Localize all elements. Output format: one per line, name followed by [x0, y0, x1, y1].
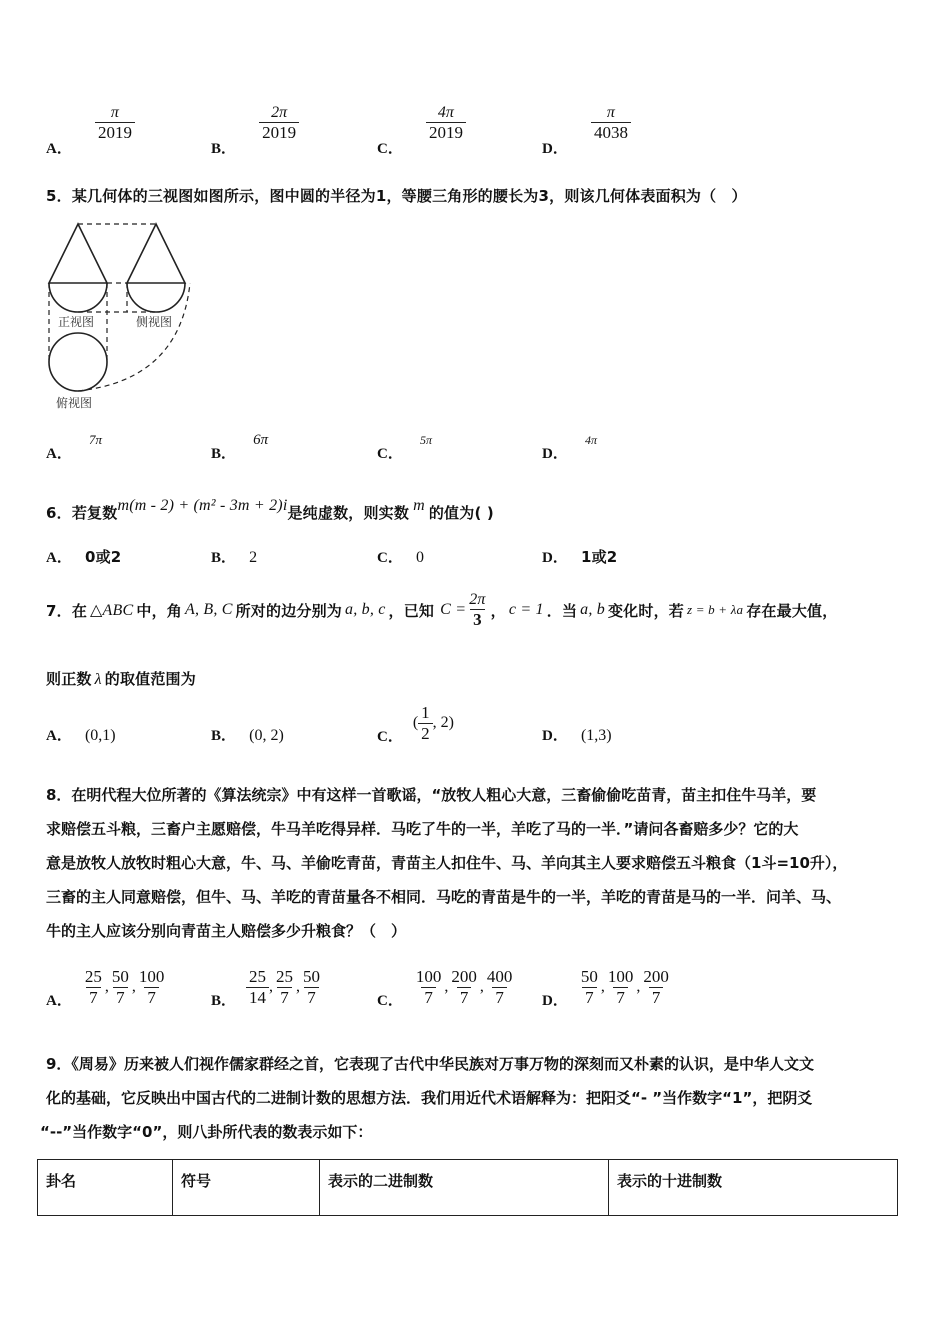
q8-option-c: C． $\frac{100}{7}$ , $\frac{200}{7}$ , $\frac{400}{7}$ [377, 967, 515, 1007]
q7-stem-line1 [46, 580, 837, 640]
q6-mid: 是纯虚数，则实数 [287, 504, 410, 522]
top-view-label: 俯视图 [56, 396, 93, 410]
q7-text: 存在最大值， [746, 601, 838, 620]
option-label: C． [377, 728, 403, 745]
q9-line: “--”当作数字“0”，则八卦所代表的数表示如下： [40, 1123, 373, 1141]
option-value-post: , 2) [432, 714, 454, 732]
q4-option-d [542, 104, 631, 157]
option-fraction: $\frac{25}{14}$ [246, 967, 269, 1007]
front-view-label: 正视图 [58, 315, 95, 329]
three-view-figure [40, 215, 200, 415]
option-label: D． [542, 550, 568, 566]
q8-line: 意是放牧人放牧时粗心大意，牛、马、羊偷吃青苗，青苗主人扣住牛、马、羊向其主人要求赔偿五斗粮食（1斗=10升）， [46, 854, 848, 872]
header-decimal: 表示的十进制数 [609, 1160, 898, 1216]
option-fraction: $\frac{100}{7}$ [415, 967, 442, 1007]
q7-option-a [46, 724, 116, 745]
q7-text: ， [490, 601, 506, 620]
q7-text: 的取值范围为 [104, 670, 196, 688]
q6-expression: m(m - 2) + (m² - 3m + 2)i [117, 497, 288, 514]
q7-text: ，已知 [388, 601, 435, 620]
q7-text: 变化时，若 [607, 601, 684, 620]
q7-ab: a, b [580, 601, 605, 618]
option-fraction: $\frac{\pi}{4038}$ [591, 104, 631, 143]
option-value: 5π [419, 433, 432, 447]
q6-option-a [46, 546, 121, 567]
q7-option-b [211, 724, 284, 745]
q6-suffix: 的值为( ) [428, 504, 494, 522]
option-fraction: $\frac{100}{7}$ [607, 967, 634, 1007]
option-fraction: $\frac{50}{7}$ [580, 967, 598, 1007]
option-label: D． [542, 446, 568, 462]
q7-lambda: λ [94, 671, 102, 688]
q7-cond-lhs: C = [440, 601, 467, 618]
q8-option-d: D． $\frac{50}{7}$ , $\frac{100}{7}$ , $\frac{200}{7}$ [542, 967, 672, 1007]
q7-cond2: c = 1 [508, 601, 544, 618]
q5-option-a [46, 428, 102, 462]
q7-text: 中，角 [136, 601, 182, 620]
option-fraction: $\frac{50}{7}$ [111, 967, 129, 1007]
q8-line: 牛的主人应该分别向青苗主人赔偿多少升粮食？（ ） [46, 922, 407, 940]
option-value-pre: ( [412, 714, 419, 732]
option-value: 4π [584, 433, 597, 447]
option-value: (0,1) [84, 727, 116, 744]
q7-cond-fraction: $\frac{2\pi}{3}$ [469, 590, 486, 629]
option-label: C． [377, 140, 403, 157]
option-fraction: $\frac{25}{7}$ [84, 967, 102, 1007]
q7-angles: A, B, C [184, 601, 233, 618]
q7-text: 则正数 [46, 670, 92, 688]
q7-sides: a, b, c [345, 601, 386, 618]
front-semicircle [49, 283, 107, 312]
side-semicircle [127, 283, 185, 312]
q6-option-b [211, 546, 257, 567]
option-label: B． [211, 140, 237, 157]
option-fraction: $\frac{50}{7}$ [303, 967, 321, 1007]
q7-z-expression: z = b + λa [686, 602, 744, 617]
option-label: C． [377, 992, 403, 1009]
q5-stem: 5．某几何体的三视图如图所示，图中圆的半径为1，等腰三角形的腰长为3，则该几何体表面积为（ ） [46, 187, 747, 205]
option-fraction: $\frac{25}{7}$ [276, 967, 294, 1007]
header-symbol: 符号 [173, 1160, 320, 1216]
q8-line: 求赔偿五斗粮，三畜户主愿赔偿，牛马羊吃得异样．马吃了牛的一半，羊吃了马的一半．”请问各畜赔多少？它的大 [46, 820, 799, 838]
option-label: A． [46, 992, 72, 1009]
q7-option-c [377, 703, 454, 743]
option-label: A． [46, 446, 72, 462]
q9-line: 9．《周易》历来被人们视作儒家群经之首，它表现了古代中华民族对万事万物的深刻而又朴素的认识，是中华人文文 [46, 1055, 814, 1073]
q8-stem [46, 778, 916, 948]
header-binary: 表示的二进制数 [320, 1160, 609, 1216]
option-label: B． [211, 992, 237, 1009]
option-value: 7π [88, 432, 102, 447]
option-label: A． [46, 550, 72, 566]
side-triangle [127, 224, 185, 283]
option-fraction: $\frac{200}{7}$ [643, 967, 669, 1007]
option-fraction: $\frac{200}{7}$ [451, 967, 477, 1007]
option-label: C． [377, 550, 403, 566]
q7-text: ．当 [546, 601, 578, 620]
q7-option-d [542, 724, 612, 745]
q8-option-b: B． $\frac{25}{14}$ , $\frac{25}{7}$ , $\frac{50}{7}$ [211, 967, 323, 1007]
q9-line: 化的基础，它反映出中国古代的二进制计数的思想方法．我们用近代术语解释为：把阳爻“- ”当作数字“1”，把阴爻 [46, 1089, 813, 1107]
option-fraction: $\frac{100}{7}$ [138, 967, 165, 1007]
option-label: C． [377, 446, 403, 462]
option-fraction: $\frac{4\pi}{2019}$ [426, 104, 466, 143]
q8-line: 8．在明代程大位所著的《算法统宗》中有这样一首歌谣，“放牧人粗心大意，三畜偷偷吃苗青，苗主扣住牛马羊，要 [46, 786, 817, 804]
q7-stem-line2 [46, 668, 196, 689]
option-value: (1,3) [580, 727, 612, 744]
option-label: A． [46, 728, 72, 744]
q7-text: 所对的边分别为 [235, 601, 343, 620]
q5-option-c [377, 428, 432, 462]
q6-option-c [377, 546, 424, 567]
q5-option-b [211, 428, 269, 462]
option-fraction: $\frac{400}{7}$ [486, 967, 513, 1007]
option-label: B． [211, 550, 237, 566]
q7-triangle: △ABC [90, 602, 134, 619]
header-name: 卦名 [38, 1160, 173, 1216]
q8-option-a: A． $\frac{25}{7}$ , $\frac{50}{7}$ , $\frac{100}{7}$ [46, 967, 167, 1007]
option-label: B． [211, 446, 237, 462]
option-value: 1或2 [580, 548, 618, 566]
option-label: A． [46, 140, 72, 157]
front-triangle [49, 224, 107, 283]
option-value: 0或2 [84, 548, 122, 566]
q6-option-d [542, 546, 617, 567]
q4-option-a [46, 104, 135, 157]
option-value: 0 [415, 549, 424, 566]
option-label: D． [542, 140, 568, 157]
option-value: 6π [253, 432, 269, 448]
q5-option-d [542, 428, 597, 462]
q6-stem [46, 494, 494, 522]
table-header-row [38, 1160, 898, 1216]
q8-line: 三畜的主人同意赔偿，但牛、马、羊吃的青苗量各不相同．马吃的青苗是牛的一半，羊吃的青苗是马的一半．问羊、马、 [46, 888, 842, 906]
option-label: B． [211, 728, 237, 744]
option-fraction: $\frac{2\pi}{2019}$ [259, 104, 299, 143]
q9-stem [40, 1047, 916, 1149]
option-value: (0, 2) [249, 727, 284, 744]
option-fraction: $\frac{\pi}{2019}$ [95, 104, 135, 143]
q6-prefix: 6．若复数 [46, 504, 118, 522]
option-value: 2 [249, 549, 258, 566]
q4-option-c [377, 104, 466, 157]
top-circle [49, 333, 107, 391]
option-label: D． [542, 728, 568, 744]
option-label: D． [542, 992, 568, 1009]
bagua-table [37, 1159, 898, 1216]
q5-options [46, 428, 906, 462]
q4-option-b [211, 104, 299, 157]
q7-text: 7．在 [46, 601, 88, 620]
option-fraction: $\frac{1}{2}$ [418, 703, 433, 743]
side-view-label: 侧视图 [136, 315, 173, 329]
q6-var: m [413, 497, 425, 514]
